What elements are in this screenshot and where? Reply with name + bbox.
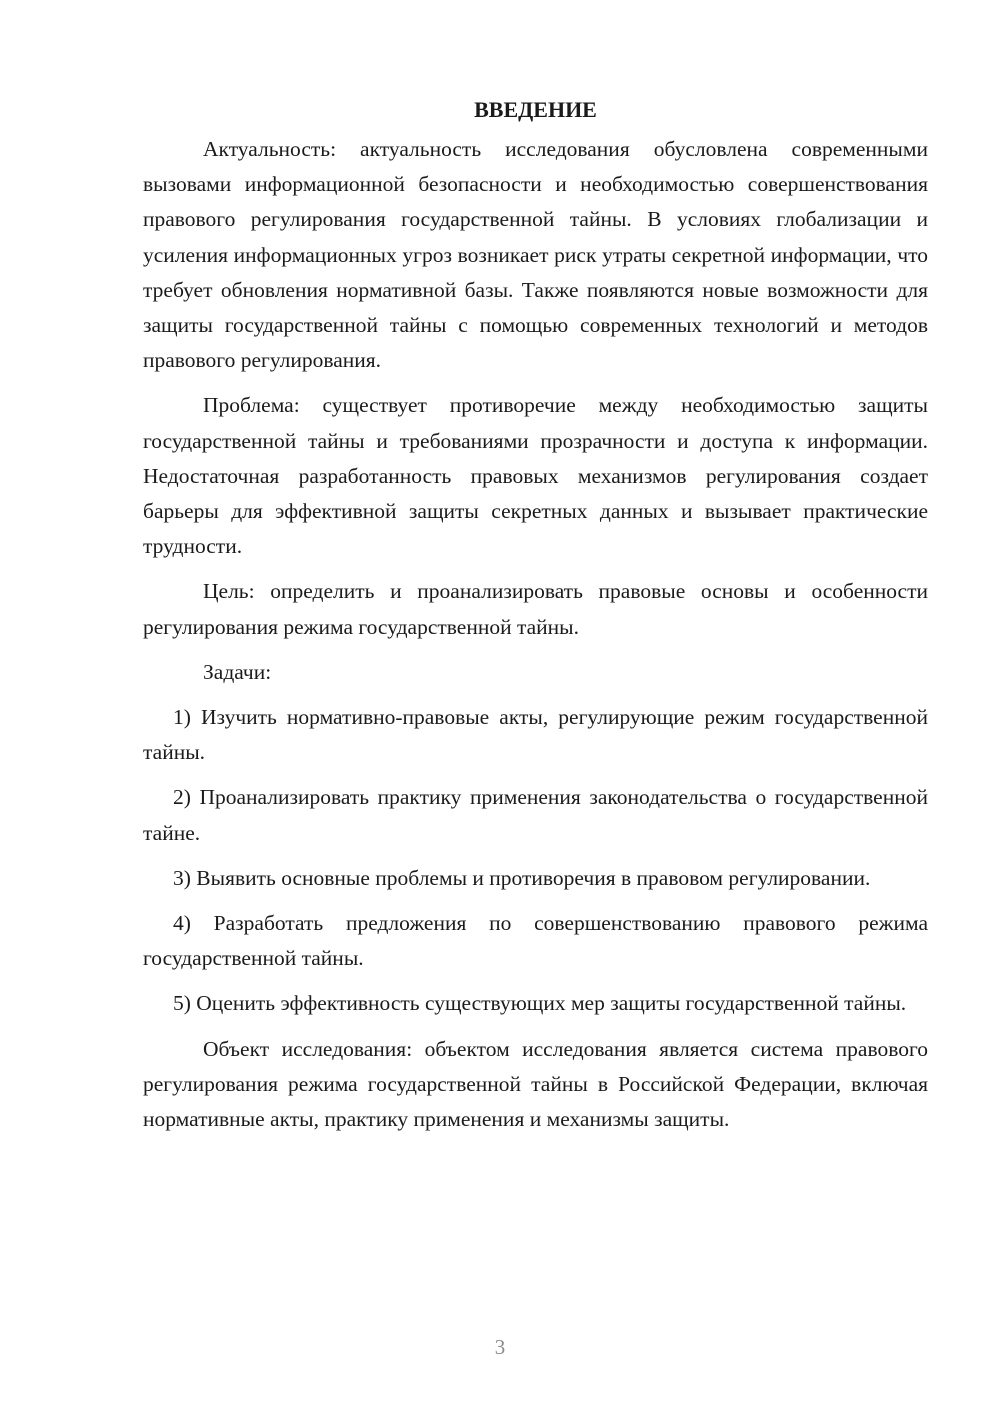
- task-item-5: 5) Оценить эффективность существующих мер защиты государственной тайны.: [173, 991, 907, 1016]
- task-item-1: 1) Изучить нормативно-правовые акты, регулирующие режим государственной тайны.: [143, 705, 928, 765]
- task-item-3: 3) Выявить основные проблемы и противоречия в правовом регулировании.: [173, 865, 871, 890]
- page-number: 3: [494, 1335, 506, 1359]
- paragraph-goal: Цель: определить и проанализировать правовые основы и особенности регулирования режима государственной тайны.: [143, 579, 928, 639]
- task-item-2: 2) Проанализировать практику применения законодательства о государственной тайне.: [143, 785, 928, 845]
- document-body: [143, 92, 928, 1137]
- task-item-4: 4) Разработать предложения по совершенствованию правового режима государственной тайны.: [143, 911, 928, 971]
- paragraph-object: Объект исследования: объектом исследования является система правового регулирования режима государственной тайны в Российской Федерации, включая нормативные акты, практику применения и механизмы защиты.: [143, 1036, 928, 1132]
- tasks-label: Задачи:: [203, 659, 272, 684]
- paragraph-relevance: Актуальность: актуальность исследования обусловлена современными вызовами информационной безопасности и необходимостью совершенствования правового регулирования государственной тайны. В условиях глобализации и усиления информационных угроз возникает риск утраты секретной информации, что требует обновления нормативной базы. Также появляются новые возможности для защиты государственной тайны с помощью современных технологий и методов правового регулирования.: [143, 137, 928, 373]
- section-title: ВВЕДЕНИЕ: [474, 97, 597, 122]
- paragraph-problem: Проблема: существует противоречие между необходимостью защиты государственной тайны и требованиями прозрачности и доступа к информации. Недостаточная разработанность правовых механизмов регулирования создает барьеры для эффективной защиты секретных данных и вызывает практические трудности.: [143, 393, 928, 559]
